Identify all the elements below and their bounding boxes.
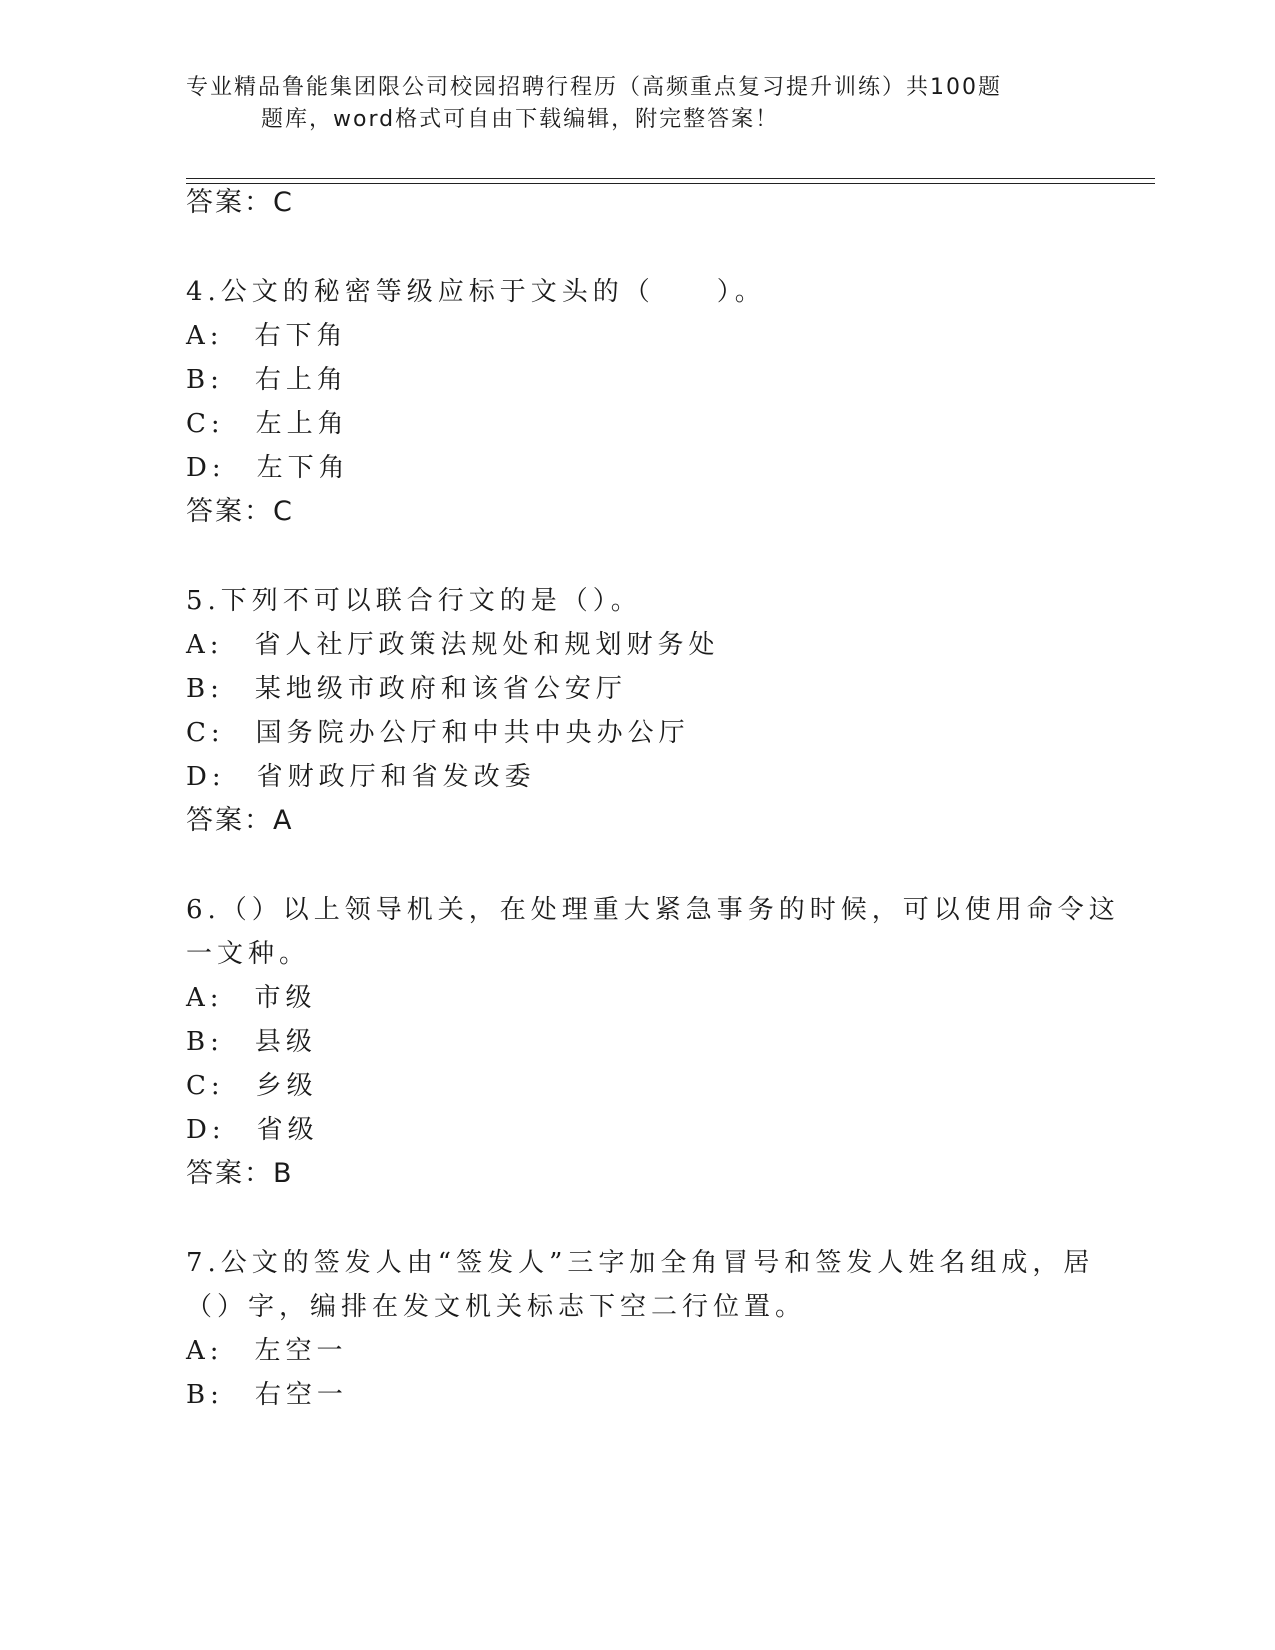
question-7-option-a: A: 左空一 [186, 1336, 348, 1366]
question-4-option-d: D: 左下角 [186, 453, 350, 483]
question-7-stem-line-2: （）字，编排在发文机关标志下空二行位置。 [186, 1292, 807, 1322]
answer-q5: 答案：A [186, 805, 294, 836]
document-header [186, 72, 1046, 136]
question-5-option-d: D: 省财政厅和省发改委 [186, 762, 536, 792]
question-6-option-a: A: 市级 [186, 983, 317, 1013]
question-5-option-a: A: 省人社厅政策法规处和规划财务处 [186, 630, 720, 660]
header-rule-bottom [186, 183, 1155, 184]
question-4-stem: 4.公文的秘密等级应标于文头的（ ）。 [186, 277, 766, 307]
question-6-option-c: C: 乡级 [186, 1071, 318, 1101]
question-7-stem-line-1: 7.公文的签发人由“签发人”三字加全角冒号和签发人姓名组成，居 [186, 1248, 1095, 1278]
header-line-2: 题库，word格式可自由下载编辑，附完整答案！ [261, 107, 780, 132]
header-rule-top [186, 178, 1155, 179]
answer-q4: 答案：C [186, 496, 294, 527]
question-7-option-b: B: 右空一 [186, 1380, 348, 1410]
question-4-option-b: B: 右上角 [186, 365, 348, 395]
question-4-option-c: C: 左上角 [186, 409, 349, 439]
question-5-stem: 5.下列不可以联合行文的是（）。 [186, 586, 642, 616]
question-6-option-b: B: 县级 [186, 1027, 317, 1057]
answer-q6: 答案：B [186, 1158, 294, 1189]
header-line-1: 专业精品鲁能集团限公司校园招聘行程历（高频重点复习提升训练）共100题 [186, 75, 1002, 100]
answer-q3: 答案：C [186, 187, 294, 218]
question-5-option-b: B: 某地级市政府和该省公安厅 [186, 674, 627, 704]
question-6-stem-line-1: 6.（）以上领导机关，在处理重大紧急事务的时候，可以使用命令这 [186, 895, 1120, 925]
question-6-option-d: D: 省级 [186, 1115, 319, 1145]
question-6-stem-line-2: 一文种。 [186, 939, 311, 969]
question-4-option-a: A: 右下角 [186, 321, 348, 351]
question-5-option-c: C: 国务院办公厅和中共中央办公厅 [186, 718, 690, 748]
